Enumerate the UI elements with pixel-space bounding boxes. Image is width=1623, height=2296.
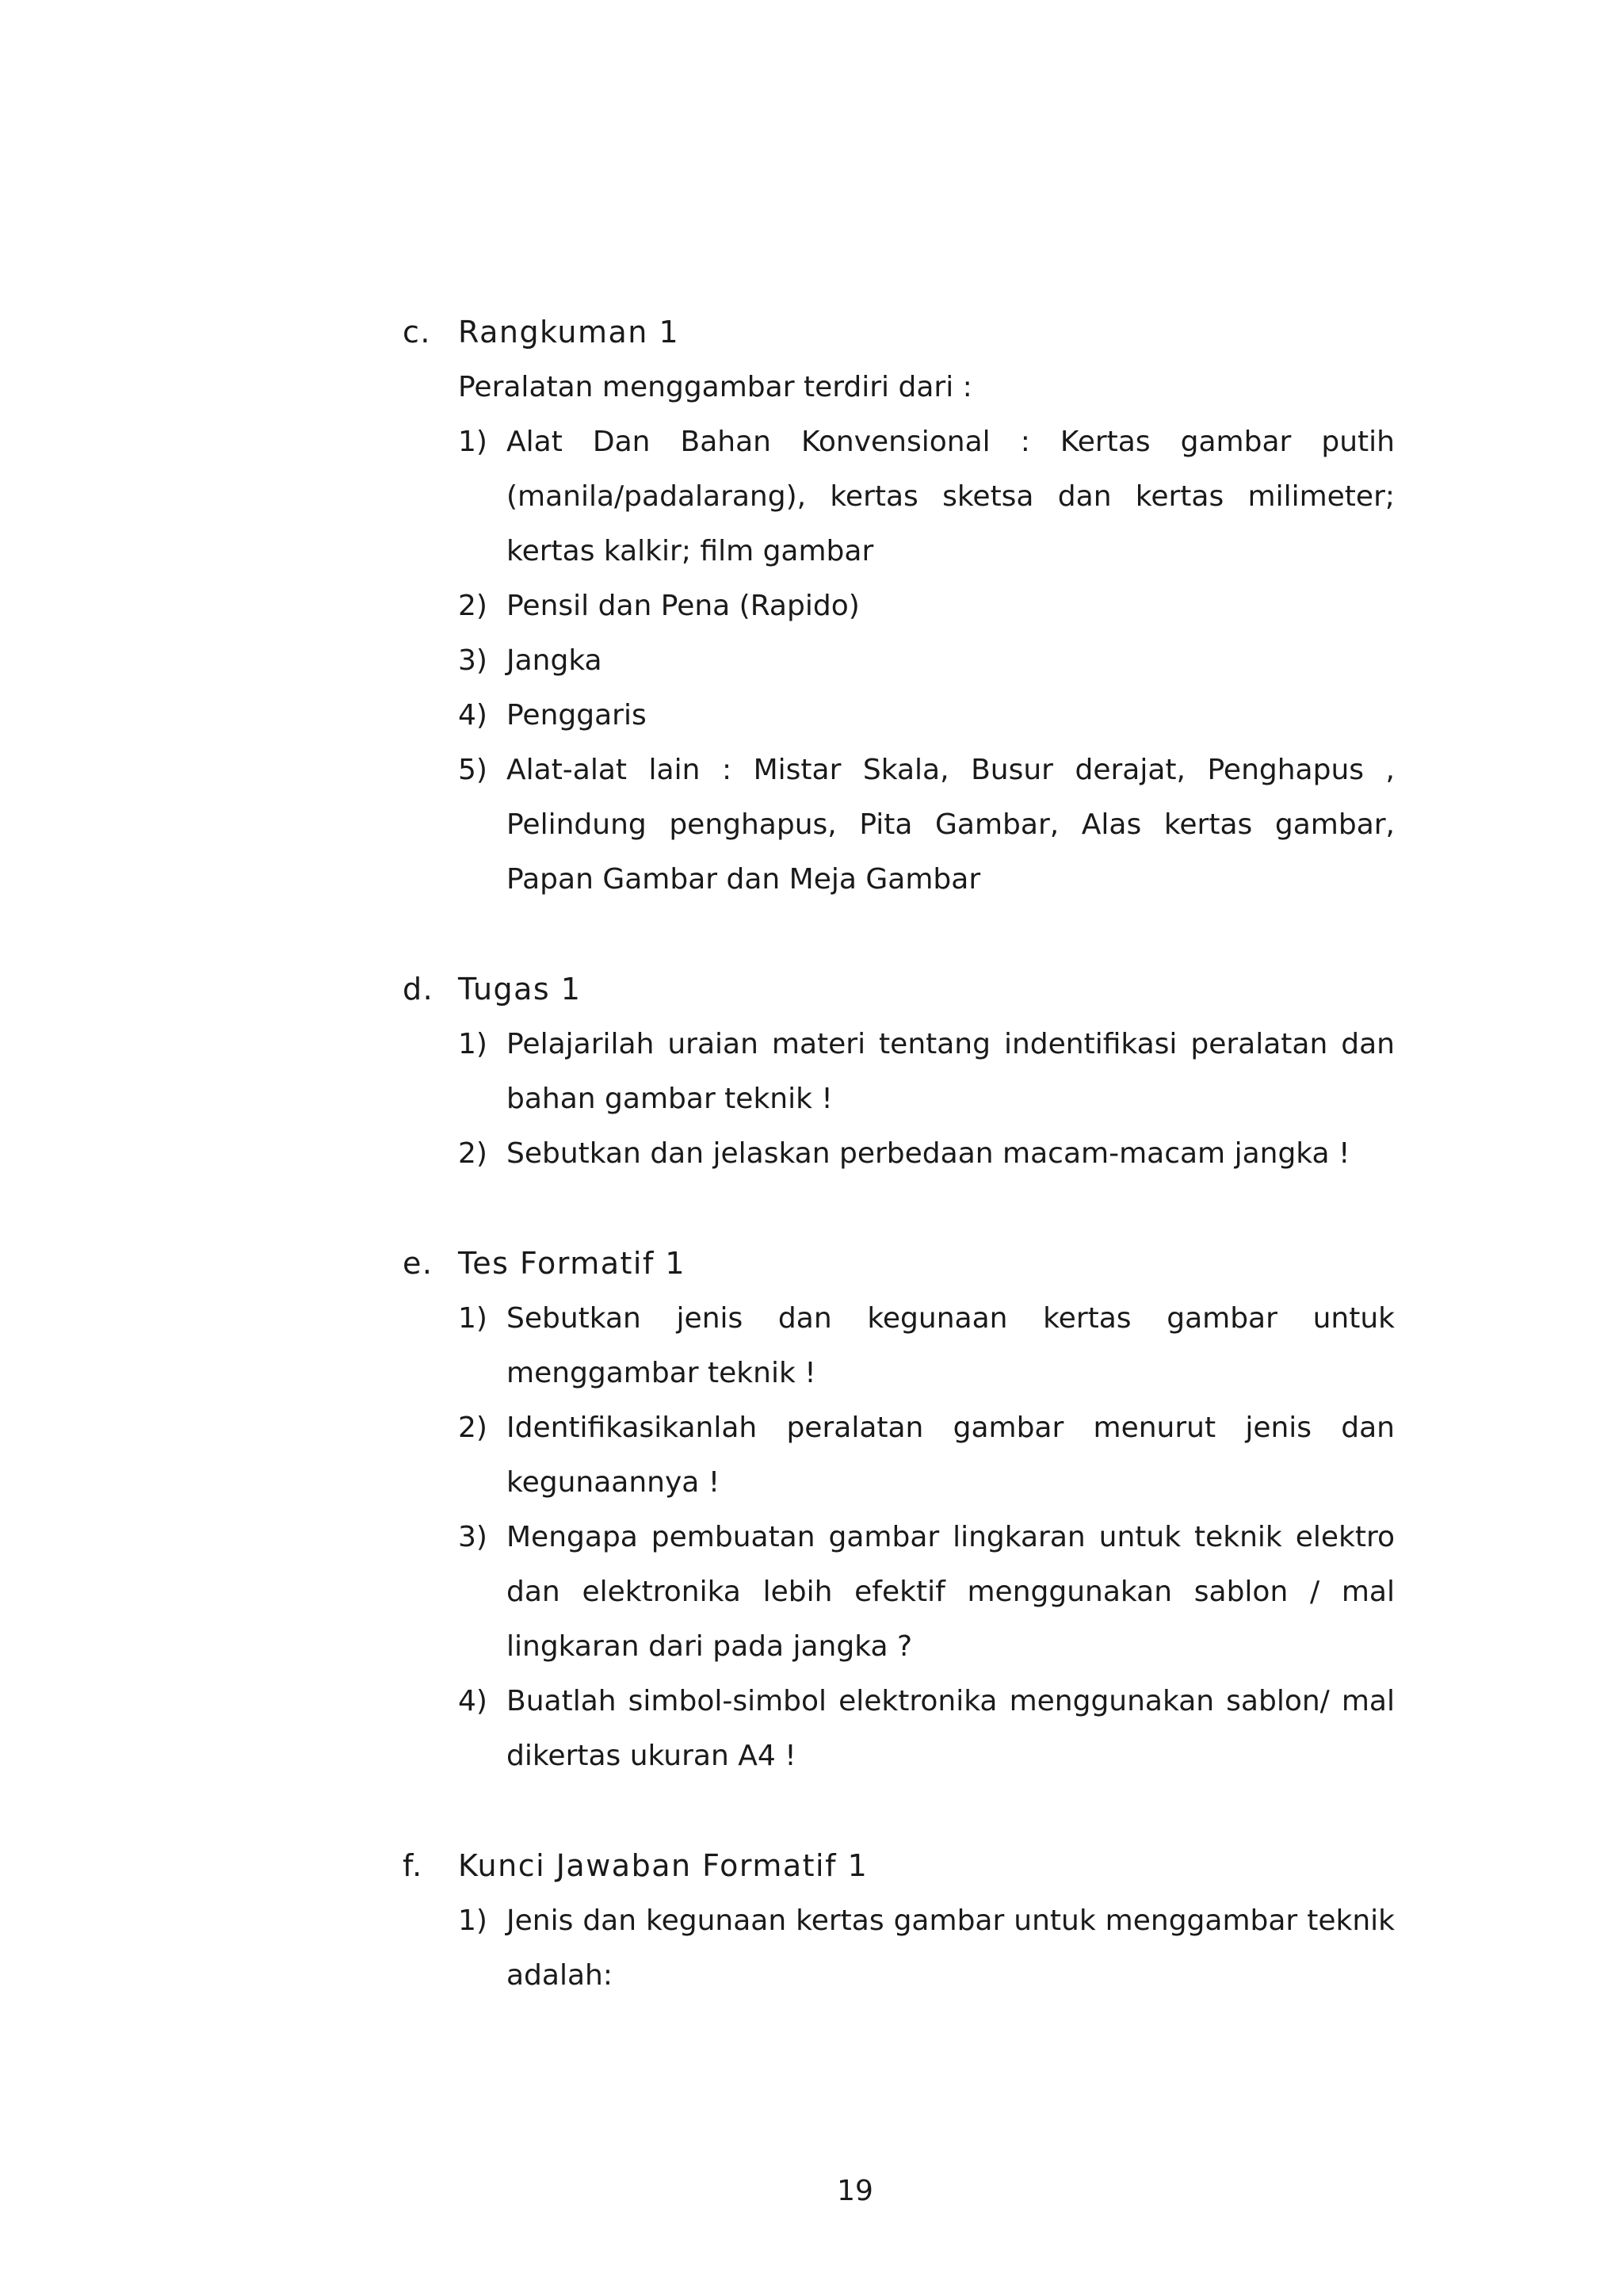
list-item xyxy=(403,1400,1395,1510)
item-text: Pelajarilah uraian materi tentang indentifikasi peralatan dan bahan gambar teknik ! xyxy=(506,1028,1395,1115)
section-heading xyxy=(403,1236,1395,1291)
item-text: Pensil dan Pena (Rapido) xyxy=(506,590,860,622)
section-title: Tes Formatif 1 xyxy=(458,1246,686,1281)
list-item xyxy=(403,633,1395,688)
list-item xyxy=(403,1017,1395,1126)
item-number: 1) xyxy=(458,426,487,458)
item-text: Alat Dan Bahan Konvensional : Kertas gambar putih (manila/padalarang), kertas sketsa dan kertas milimeter; kertas kalkir; film gambar xyxy=(506,426,1395,567)
item-list xyxy=(403,415,1395,907)
list-item xyxy=(403,688,1395,743)
list-item xyxy=(403,1893,1395,2003)
section-letter: c. xyxy=(403,315,431,350)
section-spacer xyxy=(403,907,1395,961)
section-rangkuman xyxy=(403,304,1395,907)
item-text: Sebutkan jenis dan kegunaan kertas gambar untuk menggambar teknik ! xyxy=(506,1302,1395,1389)
item-text: Identifikasikanlah peralatan gambar menurut jenis dan kegunaannya ! xyxy=(506,1412,1395,1499)
section-title: Tugas 1 xyxy=(458,972,582,1007)
item-number: 1) xyxy=(458,1028,487,1060)
list-item xyxy=(403,415,1395,579)
item-number: 4) xyxy=(458,699,487,732)
item-number: 4) xyxy=(458,1685,487,1717)
item-text: Jenis dan kegunaan kertas gambar untuk menggambar teknik adalah: xyxy=(506,1904,1395,1992)
item-number: 2) xyxy=(458,1137,487,1170)
section-kunci-jawaban xyxy=(403,1838,1395,2003)
section-tes-formatif xyxy=(403,1236,1395,1783)
item-number: 5) xyxy=(458,754,487,786)
item-number: 3) xyxy=(458,644,487,677)
page-number: 19 xyxy=(837,2175,873,2207)
list-item xyxy=(403,579,1395,633)
section-spacer xyxy=(403,1783,1395,1838)
item-text: Alat-alat lain : Mistar Skala, Busur derajat, Penghapus , Pelindung penghapus, Pita Gambar, Alas kertas gambar, Papan Gambar dan Meja Gambar xyxy=(506,754,1395,896)
list-item xyxy=(403,743,1395,907)
section-tugas xyxy=(403,961,1395,1181)
section-heading xyxy=(403,961,1395,1017)
section-heading xyxy=(403,304,1395,360)
section-letter: e. xyxy=(403,1246,433,1281)
item-number: 1) xyxy=(458,1302,487,1335)
item-text: Mengapa pembuatan gambar lingkaran untuk teknik elektro dan elektronika lebih efektif menggunakan sablon / mal lingkaran dari pada jangka ? xyxy=(506,1521,1395,1663)
item-list xyxy=(403,1017,1395,1181)
list-item xyxy=(403,1126,1395,1181)
item-list xyxy=(403,1893,1395,2003)
section-spacer xyxy=(403,1181,1395,1236)
item-number: 2) xyxy=(458,590,487,622)
item-number: 3) xyxy=(458,1521,487,1553)
list-item xyxy=(403,1510,1395,1674)
list-item xyxy=(403,1674,1395,1783)
item-list xyxy=(403,1291,1395,1783)
item-number: 1) xyxy=(458,1904,487,1937)
item-text: Sebutkan dan jelaskan perbedaan macam-macam jangka ! xyxy=(506,1137,1350,1170)
section-title: Rangkuman 1 xyxy=(458,315,680,350)
item-text: Penggaris xyxy=(506,699,647,732)
item-number: 2) xyxy=(458,1412,487,1444)
page-content xyxy=(403,304,1395,2003)
item-text: Jangka xyxy=(506,644,602,677)
section-intro: Peralatan menggambar terdiri dari : xyxy=(458,371,972,403)
section-title: Kunci Jawaban Formatif 1 xyxy=(458,1848,869,1883)
section-letter: d. xyxy=(403,972,434,1007)
list-item xyxy=(403,1291,1395,1400)
item-text: Buatlah simbol-simbol elektronika menggunakan sablon/ mal dikertas ukuran A4 ! xyxy=(506,1685,1395,1772)
section-heading xyxy=(403,1838,1395,1893)
section-letter: f. xyxy=(403,1848,423,1883)
